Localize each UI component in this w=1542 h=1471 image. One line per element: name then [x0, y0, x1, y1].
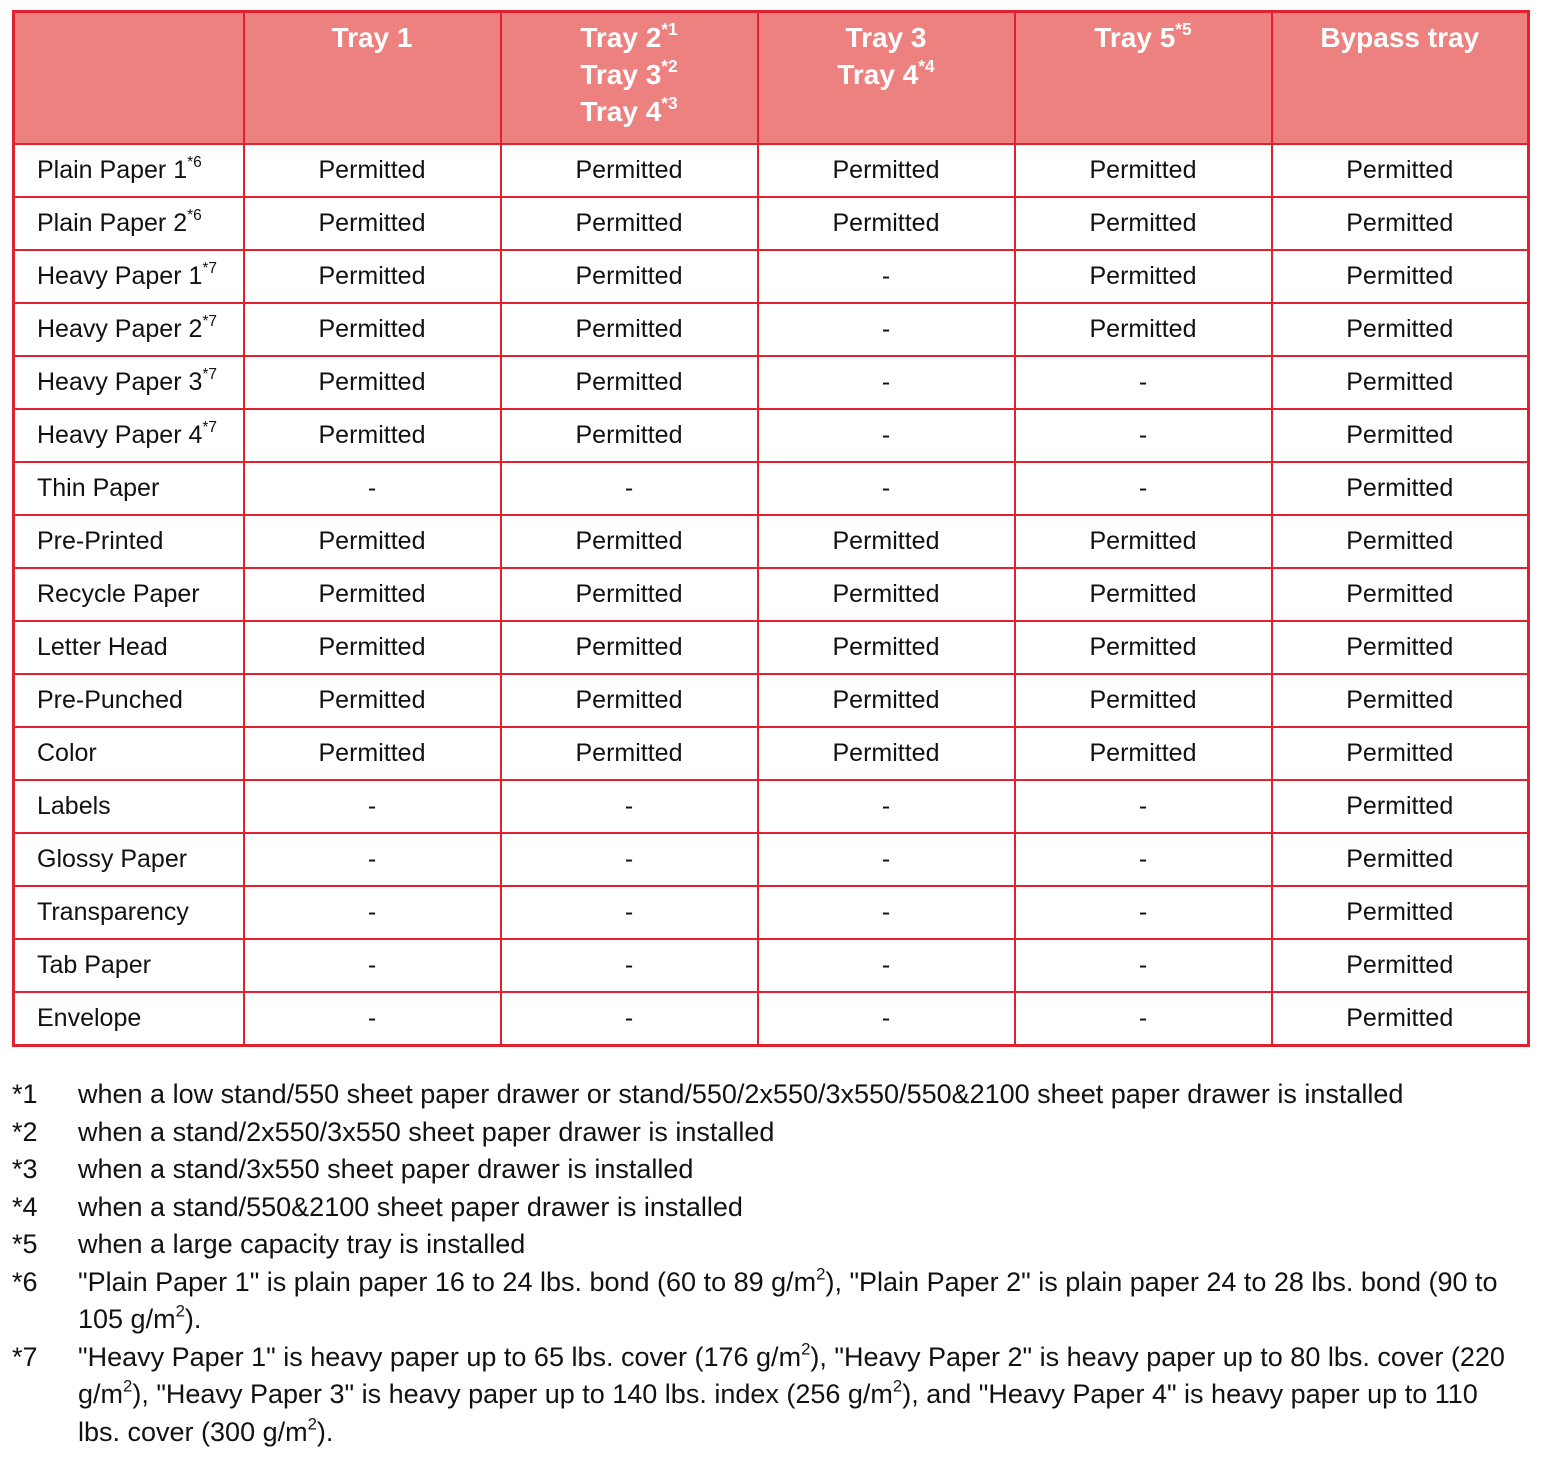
table-cell: Permitted — [1272, 674, 1529, 727]
table-row — [14, 568, 1529, 621]
table-cell: - — [1015, 992, 1272, 1046]
footnote-ref: *7 — [202, 260, 218, 278]
table-cell: Permitted — [501, 568, 758, 621]
row-label-cell — [14, 992, 244, 1046]
row-label-cell — [14, 568, 244, 621]
table-cell: - — [758, 833, 1015, 886]
table-cell: - — [501, 780, 758, 833]
row-label: Envelope — [37, 1004, 142, 1032]
paper-type-table — [12, 10, 1530, 1047]
table-row — [14, 674, 1529, 727]
table-cell: Permitted — [501, 144, 758, 197]
footnote-text-part: "Plain Paper 1" is plain paper 16 to 24 lbs. bond (60 to 89 g/m — [78, 1266, 817, 1297]
table-row — [14, 144, 1529, 197]
footnote-mark: *4 — [12, 1191, 38, 1222]
table-cell: Permitted — [758, 568, 1015, 621]
table-cell: Permitted — [1015, 515, 1272, 568]
table-cell: Permitted — [1272, 727, 1529, 780]
table-cell: Permitted — [1272, 409, 1529, 462]
table-cell: Permitted — [1015, 621, 1272, 674]
column-header-text: Tray 2 — [580, 22, 662, 53]
footnote-mark: *1 — [12, 1079, 38, 1109]
footnotes — [12, 1076, 1527, 1451]
row-label-cell — [14, 833, 244, 886]
column-header-line — [506, 19, 753, 56]
row-label: Plain Paper 2 — [37, 209, 188, 237]
footnote-text — [78, 1226, 1527, 1264]
table-cell: Permitted — [244, 197, 501, 250]
row-label-cell — [14, 674, 244, 727]
row-label: Pre-Printed — [37, 527, 164, 555]
table-cell: Permitted — [758, 515, 1015, 568]
table-cell: Permitted — [501, 197, 758, 250]
table-cell: Permitted — [501, 356, 758, 409]
footnote-text-part: when a large capacity tray is installed — [78, 1229, 526, 1259]
table-cell: Permitted — [244, 621, 501, 674]
table-body — [14, 144, 1529, 1046]
column-header — [1015, 12, 1272, 145]
column-header-line — [506, 56, 753, 93]
row-label-cell — [14, 303, 244, 356]
column-header-line — [506, 93, 753, 130]
table-cell: Permitted — [758, 621, 1015, 674]
row-label-cell — [14, 250, 244, 303]
table-cell: - — [244, 886, 501, 939]
row-label: Transparency — [37, 898, 189, 926]
table-cell: Permitted — [758, 197, 1015, 250]
footnote-ref: *7 — [202, 419, 218, 437]
table-cell: Permitted — [1272, 939, 1529, 992]
footnote-mark: *7 — [12, 1341, 38, 1372]
column-header-line — [763, 19, 1010, 56]
footnote — [12, 1189, 1527, 1227]
table-cell: Permitted — [758, 727, 1015, 780]
table-cell: Permitted — [1015, 250, 1272, 303]
column-header-text: Tray 4 — [580, 96, 662, 127]
column-header-line — [763, 56, 1010, 93]
table-cell: Permitted — [244, 409, 501, 462]
table-row — [14, 303, 1529, 356]
row-label: Color — [37, 739, 97, 767]
table-row — [14, 356, 1529, 409]
row-label: Tab Paper — [37, 951, 151, 979]
table-cell: - — [1015, 409, 1272, 462]
row-label-cell — [14, 197, 244, 250]
column-header — [244, 12, 501, 145]
table-cell: Permitted — [244, 568, 501, 621]
table-cell: - — [758, 409, 1015, 462]
footnote-text — [78, 1076, 1527, 1114]
table-row — [14, 621, 1529, 674]
table-row — [14, 727, 1529, 780]
row-label: Recycle Paper — [37, 580, 200, 608]
row-label: Labels — [37, 792, 111, 820]
column-header-line — [249, 19, 496, 56]
table-cell: Permitted — [758, 144, 1015, 197]
table-cell: Permitted — [1015, 303, 1272, 356]
row-label: Glossy Paper — [37, 845, 188, 873]
row-label: Heavy Paper 4 — [37, 421, 203, 449]
table-cell: Permitted — [501, 515, 758, 568]
column-header-text: Tray 3 — [580, 59, 662, 90]
column-header-text: Bypass tray — [1320, 22, 1480, 53]
column-header-text: Tray 5 — [1094, 22, 1176, 53]
row-label-cell — [14, 780, 244, 833]
table-cell: - — [501, 833, 758, 886]
footnote-mark: *6 — [12, 1266, 38, 1297]
table-cell: - — [758, 250, 1015, 303]
table-cell: Permitted — [1015, 568, 1272, 621]
table-cell: - — [758, 939, 1015, 992]
table-cell: Permitted — [244, 250, 501, 303]
row-label-cell — [14, 356, 244, 409]
footnote-text-part: when a stand/550&2100 sheet paper drawer is installed — [78, 1191, 743, 1222]
table-cell: - — [758, 462, 1015, 515]
table-cell: - — [1015, 886, 1272, 939]
column-header-line — [1020, 19, 1267, 56]
header-corner-cell — [14, 12, 244, 145]
table-cell: - — [1015, 356, 1272, 409]
row-label: Heavy Paper 1 — [37, 262, 203, 290]
table-cell: Permitted — [1272, 886, 1529, 939]
table-cell: Permitted — [1015, 144, 1272, 197]
table-cell: - — [244, 780, 501, 833]
table-row — [14, 886, 1529, 939]
footnote-ref: *6 — [187, 154, 202, 172]
column-header-text: Tray 1 — [331, 22, 413, 53]
footnote-text-part: ), "Heavy Paper 3" is heavy paper up to 140 lbs. index (256 g/m — [132, 1379, 893, 1409]
footnote — [12, 1151, 1527, 1189]
table-cell: - — [244, 992, 501, 1046]
table-cell: - — [758, 992, 1015, 1046]
table-cell: Permitted — [1272, 144, 1529, 197]
table-cell: - — [1015, 780, 1272, 833]
footnote — [12, 1076, 1527, 1114]
table-row — [14, 992, 1529, 1046]
table-cell: Permitted — [1272, 197, 1529, 250]
footnote-text-part: ), "Plain Paper 2" is plain paper 24 to 28 lbs. bond (90 to 105 g/m — [78, 1266, 1498, 1334]
table-cell: Permitted — [1015, 197, 1272, 250]
table-row — [14, 197, 1529, 250]
table-cell: Permitted — [244, 674, 501, 727]
footnote-ref: *2 — [661, 55, 678, 76]
footnote-ref: *4 — [918, 55, 935, 76]
table-cell: - — [501, 886, 758, 939]
table-row — [14, 515, 1529, 568]
column-header-line — [1277, 19, 1524, 56]
table-row — [14, 462, 1529, 515]
table-cell: Permitted — [501, 303, 758, 356]
table-cell: - — [501, 939, 758, 992]
row-label: Pre-Punched — [37, 686, 183, 714]
superscript: 2 — [816, 1263, 826, 1283]
table-cell: Permitted — [501, 250, 758, 303]
row-label: Plain Paper 1 — [37, 156, 188, 184]
footnote-text — [78, 1189, 1527, 1227]
table-cell: Permitted — [1272, 780, 1529, 833]
footnote — [12, 1264, 1527, 1339]
table-cell: Permitted — [244, 515, 501, 568]
table-header-row — [14, 12, 1529, 145]
row-label: Letter Head — [37, 633, 168, 661]
table-cell: - — [244, 939, 501, 992]
table-cell: - — [758, 356, 1015, 409]
row-label: Heavy Paper 3 — [37, 368, 203, 396]
table-cell: Permitted — [1272, 303, 1529, 356]
column-header — [758, 12, 1015, 145]
footnote-text-part: "Heavy Paper 1" is heavy paper up to 65 lbs. cover (176 g/m — [78, 1341, 802, 1372]
row-label-cell — [14, 144, 244, 197]
footnote-text-part: when a stand/3x550 sheet paper drawer is installed — [78, 1154, 694, 1184]
footnote-text — [78, 1114, 1527, 1152]
row-label-cell — [14, 515, 244, 568]
column-header — [1272, 12, 1529, 145]
row-label-cell — [14, 886, 244, 939]
superscript: 2 — [175, 1301, 185, 1321]
table-cell: Permitted — [501, 674, 758, 727]
table-cell: - — [501, 462, 758, 515]
table-cell: - — [244, 833, 501, 886]
footnote-ref: *6 — [187, 207, 202, 225]
footnote-text-part: ), and "Heavy Paper 4" is heavy paper up to 110 lbs. cover (300 g/m — [78, 1379, 1478, 1447]
paper-type-table-container — [12, 10, 1530, 1047]
footnote-ref: *1 — [661, 18, 678, 39]
table-cell: Permitted — [1272, 250, 1529, 303]
table-row — [14, 780, 1529, 833]
row-label-cell — [14, 939, 244, 992]
table-cell: - — [758, 780, 1015, 833]
row-label-cell — [14, 409, 244, 462]
table-cell: Permitted — [501, 621, 758, 674]
footnote-text-part: ). — [316, 1416, 334, 1447]
table-cell: Permitted — [501, 727, 758, 780]
footnote-text — [78, 1264, 1527, 1339]
table-row — [14, 939, 1529, 992]
footnote — [12, 1339, 1527, 1452]
table-cell: Permitted — [758, 674, 1015, 727]
table-cell: Permitted — [1272, 462, 1529, 515]
table-cell: - — [758, 303, 1015, 356]
table-cell: - — [1015, 939, 1272, 992]
footnote-mark: *2 — [12, 1116, 38, 1147]
footnote-text-part: when a stand/2x550/3x550 sheet paper drawer is installed — [78, 1116, 775, 1147]
table-cell: - — [758, 886, 1015, 939]
footnote-text-part: ). — [184, 1304, 202, 1334]
row-label: Thin Paper — [37, 474, 160, 502]
table-cell: Permitted — [501, 409, 758, 462]
column-header-text: Tray 4 — [837, 59, 919, 90]
table-row — [14, 833, 1529, 886]
footnote — [12, 1226, 1527, 1264]
footnote-text — [78, 1151, 1527, 1189]
table-cell: Permitted — [1272, 515, 1529, 568]
footnote-mark: *3 — [12, 1154, 38, 1184]
table-row — [14, 409, 1529, 462]
table-cell: Permitted — [244, 727, 501, 780]
row-label-cell — [14, 462, 244, 515]
footnote-ref: *5 — [1175, 18, 1192, 39]
column-header — [501, 12, 758, 145]
footnote-ref: *7 — [202, 313, 218, 331]
row-label-cell — [14, 621, 244, 674]
superscript: 2 — [307, 1413, 317, 1433]
table-cell: Permitted — [244, 144, 501, 197]
table-cell: Permitted — [1272, 568, 1529, 621]
table-cell: Permitted — [1272, 992, 1529, 1046]
superscript: 2 — [801, 1338, 811, 1358]
table-cell: Permitted — [1272, 356, 1529, 409]
table-cell: Permitted — [1272, 621, 1529, 674]
table-cell: - — [1015, 462, 1272, 515]
footnote-ref: *3 — [661, 92, 678, 113]
table-cell: - — [1015, 833, 1272, 886]
column-header-text: Tray 3 — [845, 22, 927, 53]
row-label-cell — [14, 727, 244, 780]
table-cell: Permitted — [1015, 727, 1272, 780]
table-cell: - — [501, 992, 758, 1046]
footnote-text-part: ), "Heavy Paper 2" is heavy paper up to 80 lbs. cover (220 g/m — [78, 1341, 1505, 1409]
table-cell: Permitted — [244, 356, 501, 409]
superscript: 2 — [123, 1376, 133, 1396]
table-row — [14, 250, 1529, 303]
footnote-ref: *7 — [202, 366, 218, 384]
footnote — [12, 1114, 1527, 1152]
table-cell: Permitted — [244, 303, 501, 356]
footnote-text — [78, 1339, 1527, 1452]
footnote-text-part: when a low stand/550 sheet paper drawer or stand/550/2x550/3x550/550&2100 sheet paper drawer is installed — [78, 1079, 1404, 1109]
table-cell: Permitted — [1015, 674, 1272, 727]
table-cell: Permitted — [1272, 833, 1529, 886]
superscript: 2 — [892, 1376, 903, 1396]
table-cell: - — [244, 462, 501, 515]
footnote-mark: *5 — [12, 1229, 38, 1259]
row-label: Heavy Paper 2 — [37, 315, 203, 343]
